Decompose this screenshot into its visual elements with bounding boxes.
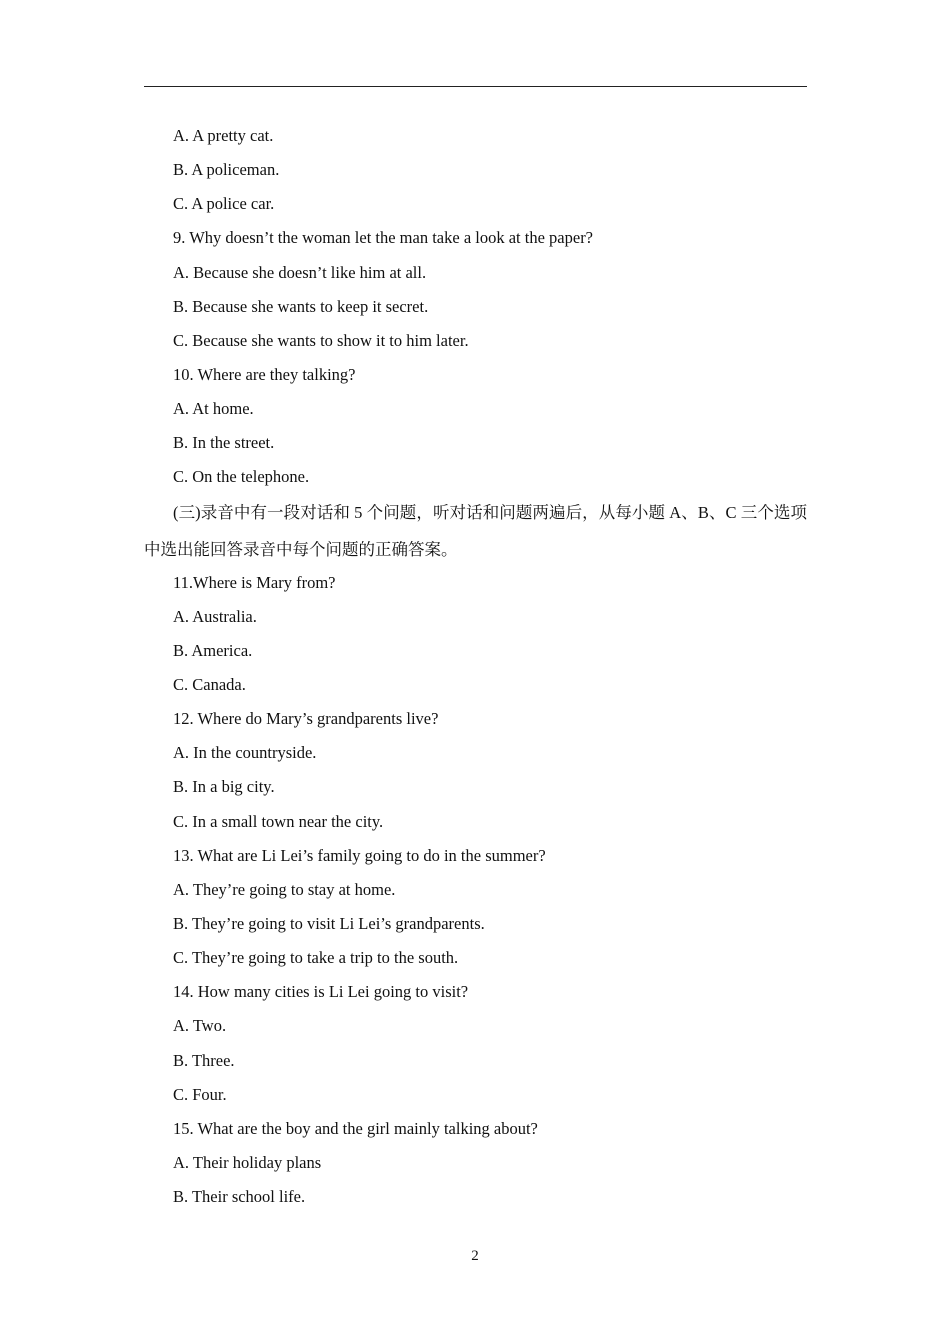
- page-number: 2: [471, 1248, 479, 1264]
- header-rule: [144, 86, 807, 87]
- option-line: A. Two.: [173, 1016, 227, 1036]
- option-line: C. On the telephone.: [173, 467, 310, 487]
- option-line: B. In a big city.: [173, 777, 275, 797]
- option-line: A. Their holiday plans: [173, 1152, 322, 1172]
- option-line: A. At home.: [173, 399, 254, 419]
- option-line: A. They’re going to stay at home.: [173, 879, 396, 899]
- option-line: B. Because she wants to keep it secret.: [173, 296, 429, 316]
- option-line: A. A pretty cat.: [173, 126, 274, 145]
- option-line: A. Australia.: [173, 606, 257, 626]
- option-line: B. America.: [173, 640, 253, 660]
- option-line: B. A policeman.: [173, 160, 280, 180]
- option-line: C. They’re going to take a trip to the south.: [173, 948, 459, 968]
- option-line: A. In the countryside.: [173, 743, 317, 763]
- question-line: 15. What are the boy and the girl mainly talking about?: [173, 1118, 538, 1138]
- option-line: C. A police car.: [173, 194, 275, 214]
- question-line: 13. What are Li Lei’s family going to do in the summer?: [173, 845, 546, 865]
- option-line: B. They’re going to visit Li Lei’s grandparents.: [173, 913, 485, 933]
- section-instruction: (三)录音中有一段对话和 5 个问题，听对话和问题两遍后，从每小题 A、B、C 三个选项中选出能回答录音中每个问题的正确答案。: [144, 502, 807, 559]
- question-line: 14. How many cities is Li Lei going to visit?: [173, 982, 469, 1002]
- option-line: B. Their school life.: [173, 1187, 306, 1207]
- question-line: 11.Where is Mary from?: [173, 572, 336, 592]
- question-line: 9. Why doesn’t the woman let the man take a look at the paper?: [173, 228, 594, 248]
- option-line: A. Because she doesn’t like him at all.: [173, 262, 427, 282]
- option-line: C. In a small town near the city.: [173, 811, 384, 831]
- question-line: 10. Where are they talking?: [173, 364, 356, 384]
- option-line: B. Three.: [173, 1050, 235, 1070]
- option-line: C. Four.: [173, 1084, 227, 1104]
- page-content: [144, 119, 807, 1214]
- option-line: B. In the street.: [173, 433, 275, 453]
- option-line: C. Because she wants to show it to him later.: [173, 330, 469, 350]
- question-line: 12. Where do Mary’s grandparents live?: [173, 709, 439, 729]
- option-line: C. Canada.: [173, 674, 246, 694]
